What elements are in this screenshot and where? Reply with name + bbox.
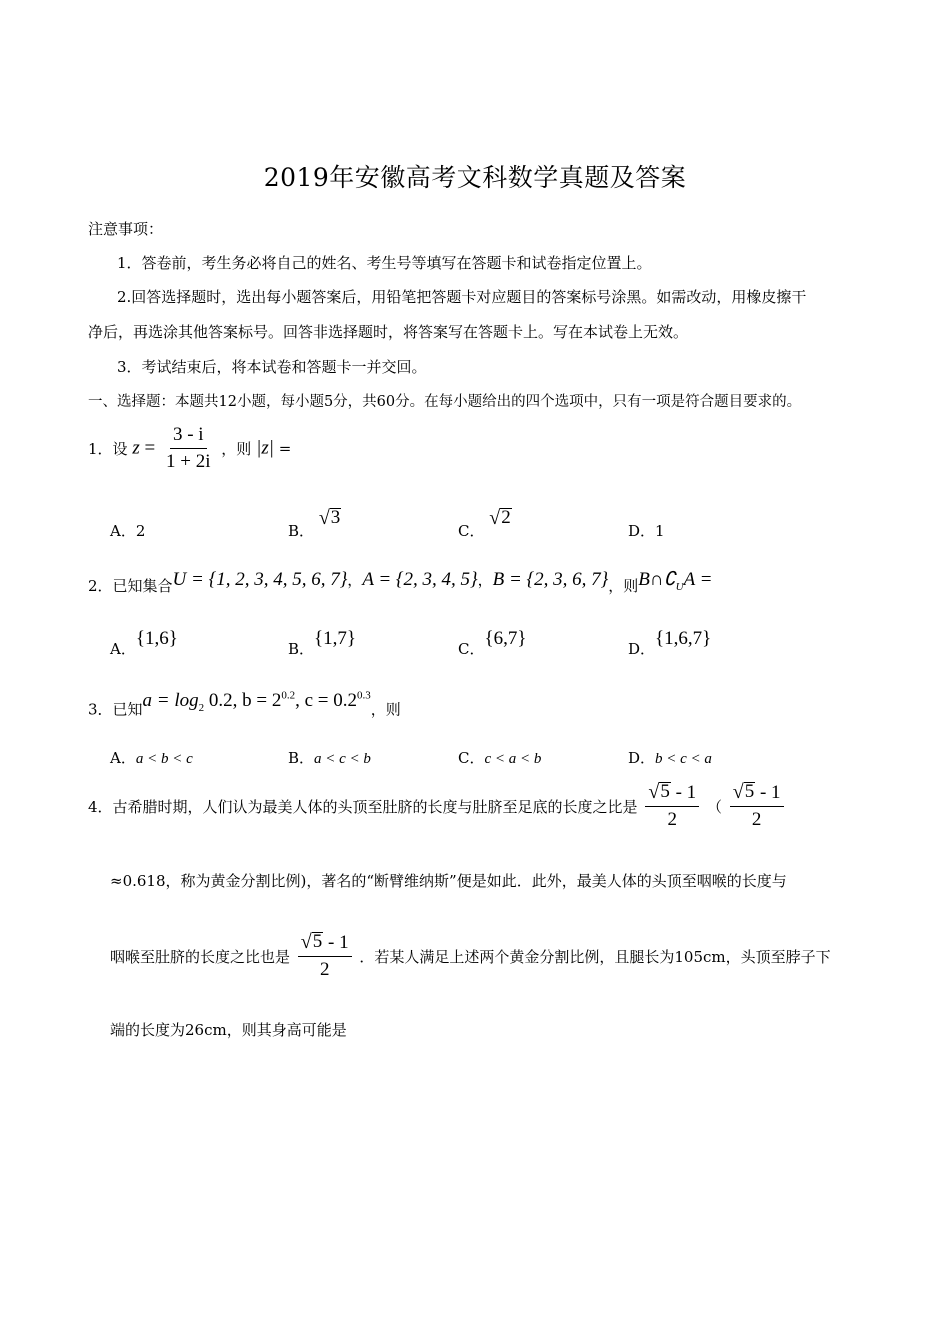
- option-label: A．: [110, 749, 136, 767]
- fraction-numerator: √ 5 - 1: [645, 782, 699, 807]
- option-value: a < c < b: [314, 751, 371, 767]
- q2-sep-1: ，: [347, 571, 363, 589]
- q1-prefix: 1．设: [88, 440, 128, 458]
- q1-option-b[interactable]: [288, 508, 341, 541]
- option-value: {1,6,7}: [655, 628, 712, 649]
- q3-option-c[interactable]: [458, 747, 541, 768]
- option-label: A．: [110, 640, 136, 658]
- q4-text-1: 4．古希腊时期，人们认为最美人体的头顶至肚脐的长度与肚脐至足底的长度之比是: [88, 798, 638, 816]
- golden-ratio-fraction: [645, 782, 699, 831]
- option-value: {1,6}: [135, 628, 178, 649]
- option-label: C．: [458, 640, 485, 658]
- option-label: C．: [458, 522, 485, 540]
- golden-ratio-fraction: [298, 932, 352, 981]
- q4-paren-open: （: [706, 798, 722, 816]
- q1-numerator: 3 - i: [170, 424, 207, 449]
- q2-option-c[interactable]: [458, 628, 526, 659]
- option-label: D．: [628, 640, 656, 658]
- option-label: C．: [458, 749, 485, 767]
- q3-prefix: 3．已知: [88, 700, 143, 719]
- question-2: [88, 568, 712, 596]
- option-value: {6,7}: [484, 628, 527, 649]
- option-label: B．: [288, 522, 315, 540]
- notice-item-2a: 2.回答选择题时，选出每小题答案后，用铅笔把答题卡对应题目的答案标号涂黑。如需改动，用橡皮擦干: [117, 288, 807, 306]
- q1-denominator: 1 + 2i: [166, 451, 211, 472]
- fraction-denominator: 2: [667, 809, 677, 830]
- option-label: B．: [288, 749, 315, 767]
- q1-option-c[interactable]: [458, 508, 512, 541]
- fraction-numerator: √ 5 - 1: [730, 782, 784, 807]
- q2-sep-2: ，: [477, 571, 493, 589]
- option-label: D．: [628, 522, 656, 540]
- sqrt-expression: √ 2: [489, 507, 511, 529]
- fraction-denominator: 2: [751, 809, 762, 830]
- q1-end: =: [278, 439, 292, 458]
- q1-option-a[interactable]: [110, 520, 145, 541]
- q2-option-a[interactable]: [110, 628, 178, 659]
- q4-text-2: ≈0.618，称为黄金分割比例)，著名的“断臂维纳斯”便是如此．此外，最美人体的头顶至咽喉的长度与: [110, 872, 787, 890]
- option-label: B．: [288, 640, 315, 658]
- option-value: b < c < a: [655, 751, 712, 767]
- q4-text-3b: ．若某人满足上述两个黄金分割比例，且腿长为105cm，头顶至脖子下: [359, 948, 831, 966]
- notice-item-2b: 净后，再选涂其他答案标号。回答非选择题时，将答案写在答题卡上。写在本试卷上无效。: [88, 323, 689, 341]
- notice-heading: 注意事项：: [88, 220, 164, 238]
- q3-end: ，则: [370, 700, 401, 719]
- notice-item-1: 1．答卷前，考生务必将自己的姓名、考生号等填写在答题卡和试卷指定位置上。: [117, 254, 652, 272]
- notice-item-3: 3．考试结束后，将本试卷和答题卡一并交回。: [117, 358, 427, 376]
- option-label: D．: [628, 749, 656, 767]
- q2-option-b[interactable]: [288, 628, 356, 659]
- q3-option-b[interactable]: [288, 747, 371, 768]
- q3-option-d[interactable]: [628, 747, 712, 768]
- sqrt-expression: √ 3: [318, 507, 341, 529]
- option-value: c < a < b: [484, 751, 542, 767]
- q1-fraction: [163, 424, 214, 473]
- q1-abs: |z|: [256, 437, 274, 459]
- question-4-line-3: [110, 932, 831, 981]
- option-value: {1,7}: [314, 628, 357, 649]
- question-3: [88, 690, 401, 719]
- section-heading: 一、选择题：本题共12小题，每小题5分，共60分。在每小题给出的四个选项中，只有一项是符合题目要求的。: [88, 394, 802, 410]
- question-1: [88, 424, 291, 473]
- radicand: 3: [330, 507, 341, 528]
- q1-option-d[interactable]: [628, 520, 665, 541]
- q2-option-d[interactable]: [628, 628, 711, 659]
- q1-mid: ，则: [221, 440, 252, 458]
- fraction-denominator: 2: [319, 959, 330, 980]
- q2-set-a: A = {2, 3, 4, 5}: [362, 569, 478, 590]
- q1-var: z: [132, 437, 140, 459]
- q2-set-b: B = {2, 3, 6, 7}: [492, 569, 609, 590]
- q2-set-u: U = {1, 2, 3, 4, 5, 6, 7}: [172, 569, 348, 590]
- option-value: 2: [135, 522, 146, 540]
- question-4-line-1: [88, 782, 787, 831]
- radicand: 2: [501, 507, 511, 528]
- q4-text-3a: 咽喉至肚脐的长度之比也是: [110, 948, 291, 966]
- q1-eq: =: [144, 437, 156, 459]
- page-title: 2019年安徽高考文科数学真题及答案: [263, 163, 687, 192]
- golden-ratio-fraction: [730, 782, 784, 831]
- q3-expression: $a = \log_2 0.2$, $b = 2^{0.2}$, $c = 0.2^{0.3}$: [142, 690, 371, 715]
- q3-option-a[interactable]: [110, 747, 193, 768]
- option-value: 1: [655, 522, 665, 540]
- option-label: A．: [110, 522, 136, 540]
- option-value: a < b < c: [135, 751, 193, 767]
- q2-expression: $B\cap∁_UA$ =: [638, 569, 713, 593]
- q2-prefix: 2．已知集合: [88, 577, 173, 595]
- q4-text-4: 端的长度为26cm，则其身高可能是: [110, 1021, 347, 1039]
- fraction-numerator: √ 5 - 1: [298, 932, 352, 957]
- q2-mid: ，则: [608, 577, 639, 595]
